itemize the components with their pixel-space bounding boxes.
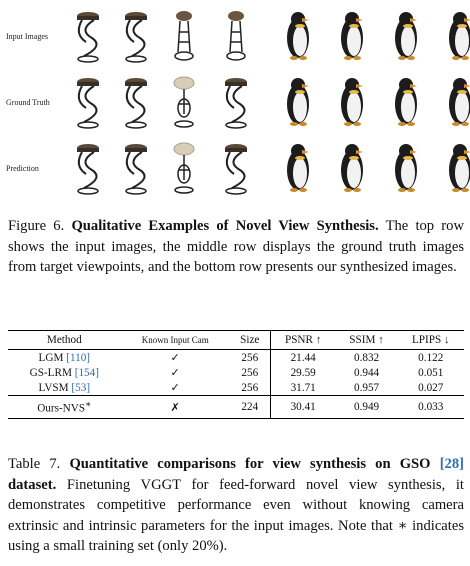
row-label-input: Input Images: [6, 32, 48, 41]
lpips: 0.033: [418, 401, 444, 413]
ground-truth-image-2: [125, 78, 147, 128]
header-lpips: LPIPS ↓: [411, 334, 450, 346]
figure-caption-number: Figure 6.: [8, 218, 65, 234]
size: 256: [230, 365, 270, 380]
table-caption-ref[interactable]: [28]: [439, 456, 465, 472]
input-image-2: [125, 12, 147, 62]
ground-truth-image-6: [341, 78, 363, 126]
method-name: Ours-NVS: [37, 402, 86, 415]
row-label-prediction: Prediction: [6, 164, 39, 173]
ground-truth-image-3: [174, 77, 194, 127]
input-image-3: [175, 11, 193, 60]
figure-6: [0, 0, 470, 205]
ssim: 0.832: [353, 351, 380, 364]
figure-image-grid: [0, 0, 470, 205]
psnr: 31.71: [290, 381, 316, 394]
size: 256: [230, 350, 270, 366]
input-image-8: [449, 12, 470, 60]
input-image-5: [287, 12, 309, 60]
method-ref: [110]: [66, 351, 91, 364]
method-name: GS-LRM: [29, 366, 72, 379]
method-ref: [53]: [71, 381, 91, 394]
psnr: 21.44: [290, 351, 316, 364]
ground-truth-image-5: [287, 78, 309, 126]
size: 224: [230, 396, 270, 419]
row-label-ground-truth: Ground Truth: [6, 98, 50, 107]
header-known-input-cam: Known Input Cam: [141, 335, 209, 345]
input-image-1: [77, 12, 99, 62]
prediction-image-5: [287, 144, 309, 192]
known-cam: ✓: [170, 352, 180, 364]
figure-caption-title: Qualitative Examples of Novel View Synthesis.: [71, 218, 379, 234]
figure-caption-text: The top row shows the input images, the middle row displays the ground truth images from target viewpoints, and the bottom row presents our synthesized images.: [8, 218, 464, 276]
table-caption-number: Table 7.: [8, 456, 61, 472]
ssim: 0.944: [353, 366, 380, 379]
table-row: [8, 396, 464, 419]
header-size: Size: [230, 331, 270, 350]
ssim: 0.949: [353, 401, 380, 413]
prediction-image-2: [125, 144, 147, 194]
known-cam: ✓: [170, 382, 180, 394]
ssim: 0.957: [353, 381, 380, 394]
input-image-6: [341, 12, 363, 60]
ground-truth-image-4: [225, 78, 247, 128]
method-name: LGM: [38, 351, 64, 364]
table-header-row: [8, 331, 464, 350]
header-psnr: PSNR ↑: [284, 334, 322, 346]
known-cam: ✓: [170, 367, 180, 379]
prediction-image-1: [77, 144, 99, 194]
table-row: [8, 350, 464, 366]
size: 256: [230, 380, 270, 396]
prediction-image-4: [225, 144, 247, 194]
prediction-image-7: [395, 144, 417, 192]
input-image-4: [227, 11, 245, 60]
input-image-7: [395, 12, 417, 60]
lpips: 0.051: [418, 366, 444, 379]
table-caption: [8, 454, 464, 557]
header-method: Method: [46, 334, 82, 346]
lpips: 0.027: [418, 381, 444, 394]
lpips: 0.122: [418, 351, 444, 364]
known-cam: ✗: [170, 401, 180, 414]
prediction-image-8: [449, 144, 470, 192]
prediction-image-3: [174, 143, 194, 193]
table-row: [8, 365, 464, 380]
ground-truth-image-7: [395, 78, 417, 126]
header-ssim: SSIM ↑: [349, 334, 384, 346]
method-name: LVSM: [38, 381, 69, 394]
method-ref: ∗: [85, 400, 92, 411]
psnr: 29.59: [290, 366, 316, 379]
table-row: [8, 380, 464, 396]
method-ref: [154]: [74, 366, 99, 379]
table-caption-title-b: dataset.: [8, 476, 57, 493]
table-caption-text: Finetuning VGGT for feed-forward novel view synthesis, it demonstrates competitive performance even without knowing camera extrinsic and intrinsic parameters for the input images. Note that ∗ indicates using a small training set (only 20%).: [8, 476, 464, 555]
prediction-image-6: [341, 144, 363, 192]
table-caption-title-a: Quantitative comparisons for view synthesis on GSO: [69, 456, 431, 472]
ground-truth-image-1: [77, 78, 99, 128]
figure-caption: [8, 216, 464, 278]
ground-truth-image-8: [449, 78, 470, 126]
psnr: 30.41: [290, 401, 316, 413]
results-table: [8, 330, 464, 419]
